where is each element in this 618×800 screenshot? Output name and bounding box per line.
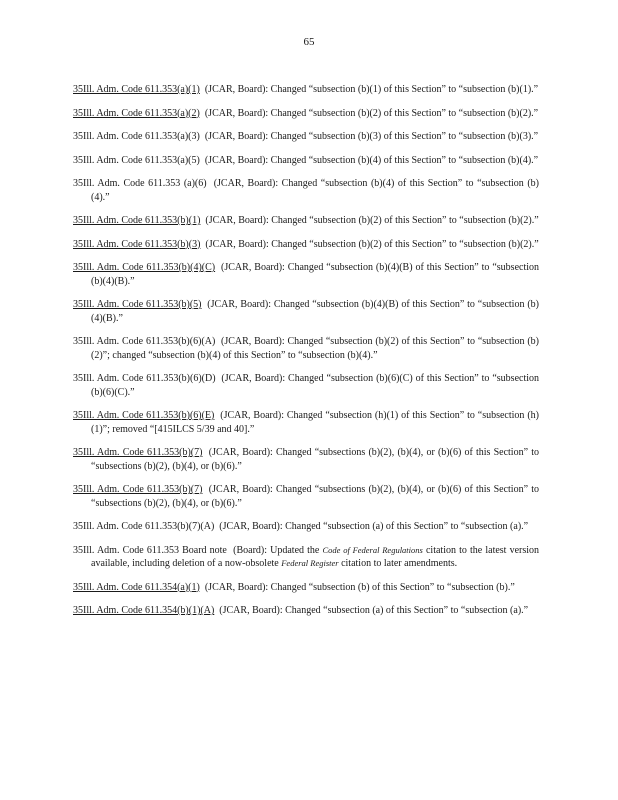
federal-register-title: Federal Register bbox=[281, 558, 339, 568]
change-description: (JCAR, Board): Changed “subsection (b)(3) of this Section” to “subsection (b)(3).” bbox=[204, 131, 539, 142]
list-item bbox=[73, 107, 539, 121]
change-description: (JCAR, Board): Changed “subsection (b)(2) of this Section” to “subsection (b)(2).” bbox=[205, 238, 539, 250]
code-citation: 35Ill. Adm. Code 611.353(a)(5) bbox=[73, 154, 200, 166]
change-description: (JCAR, Board): Changed “subsections (b)(2), (b)(4), or (b)(6) of this Section” to “subsections (b)(2), (b)(4), or (b)(6).” bbox=[91, 484, 539, 509]
change-description: (JCAR, Board): Changed “subsection (b)(1) of this Section” to “subsection (b)(1).” bbox=[204, 84, 539, 95]
cfr-title: Code of Federal Regulations bbox=[322, 544, 423, 555]
change-description: (JCAR, Board): Changed “subsection (b)(4)(B) of this Section” to “subsection (b)(4)(B).” bbox=[91, 262, 539, 287]
list-item bbox=[73, 298, 539, 325]
list-item bbox=[73, 446, 539, 473]
change-description: (JCAR, Board): Changed “subsection (b) of this Section” to “subsection (b).” bbox=[204, 581, 515, 593]
list-item bbox=[73, 177, 539, 204]
change-description: (Board): Updated the bbox=[233, 544, 320, 556]
change-description: citation to the latest version available, including deletion of a now-obsolete bbox=[91, 544, 540, 569]
list-item bbox=[73, 544, 539, 571]
change-description: (JCAR, Board): Changed “subsection (b)(2) of this Section” to “subsection (b)(2).” bbox=[205, 215, 539, 226]
code-citation: 35Ill. Adm. Code 611.353(a)(2) bbox=[73, 107, 200, 119]
code-citation: 35Ill. Adm. Code 611.353(b)(5) bbox=[73, 299, 202, 310]
code-citation: 35Ill. Adm. Code 611.353 Board note bbox=[73, 544, 227, 556]
code-citation: 35Ill. Adm. Code 611.353(b)(7)(A) bbox=[73, 521, 215, 532]
code-citation: 35Ill. Adm. Code 611.353(b)(7) bbox=[73, 484, 203, 495]
list-item bbox=[73, 238, 539, 252]
list-item bbox=[73, 520, 539, 534]
change-description: (JCAR, Board): Changed “subsection (b)(2) of this Section” to “subsection (b)(2).” bbox=[204, 107, 539, 119]
change-description: (JCAR, Board): Changed “subsection (a) of this Section” to “subsection (a).” bbox=[219, 605, 529, 616]
page-number: 65 bbox=[303, 36, 315, 48]
code-citation: 35Ill. Adm. Code 611.353 (a)(6) bbox=[73, 178, 207, 189]
code-citation: 35Ill. Adm. Code 611.353(b)(6)(A) bbox=[73, 336, 216, 347]
list-item bbox=[73, 483, 539, 510]
change-description: (JCAR, Board): Changed “subsection (b)(6)(C) of this Section” to “subsection (b)(6)(C).” bbox=[91, 373, 540, 398]
code-citation: 35Ill. Adm. Code 611.353(b)(7) bbox=[73, 447, 203, 458]
list-item bbox=[73, 130, 539, 144]
list-item bbox=[73, 214, 539, 228]
list-item bbox=[73, 604, 539, 618]
change-list bbox=[73, 73, 539, 625]
code-citation: 35Ill. Adm. Code 611.353(b)(6)(D) bbox=[73, 373, 216, 384]
change-description: (JCAR, Board): Changed “subsection (h)(1) of this Section” to “subsection (h)(1)”; removed “[415ILCS 5/39 and 40].” bbox=[91, 410, 539, 435]
list-item bbox=[73, 261, 539, 288]
change-description: (JCAR, Board): Changed “subsection (a) of this Section” to “subsection (a).” bbox=[219, 521, 529, 532]
code-citation: 35Ill. Adm. Code 611.353(b)(6)(E) bbox=[73, 410, 215, 421]
code-citation: 35Ill. Adm. Code 611.353(b)(4)(C) bbox=[73, 262, 216, 273]
list-item bbox=[73, 83, 539, 97]
change-description: (JCAR, Board): Changed “subsection (b)(4) of this Section” to “subsection (b)(4).” bbox=[204, 154, 539, 166]
code-citation: 35Ill. Adm. Code 611.353(a)(1) bbox=[73, 84, 200, 95]
list-item bbox=[73, 372, 539, 399]
code-citation: 35Ill. Adm. Code 611.354(b)(1)(A) bbox=[73, 605, 215, 616]
change-description: (JCAR, Board): Changed “subsection (b)(4) of this Section” to “subsection (b)(4).” bbox=[91, 178, 539, 203]
list-item bbox=[73, 409, 539, 436]
change-description: (JCAR, Board): Changed “subsection (b)(4)(B) of this Section” to “subsection (b)(4)(B).” bbox=[91, 299, 539, 324]
code-citation: 35Ill. Adm. Code 611.353(b)(1) bbox=[73, 215, 201, 226]
code-citation: 35Ill. Adm. Code 611.353(a)(3) bbox=[73, 131, 200, 142]
list-item bbox=[73, 154, 539, 168]
list-item bbox=[73, 581, 539, 595]
code-citation: 35Ill. Adm. Code 611.353(b)(3) bbox=[73, 238, 201, 250]
change-description: (JCAR, Board): Changed “subsection (b)(2) of this Section” to “subsection (b)(2)”; changed “subsection (b)(4) of this Section” to “subsection (b)(4).” bbox=[91, 336, 540, 361]
list-item bbox=[73, 335, 539, 362]
change-description: citation to later amendments. bbox=[341, 558, 458, 569]
change-description: (JCAR, Board): Changed “subsections (b)(2), (b)(4), or (b)(6) of this Section” to “subsections (b)(2), (b)(4), or (b)(6).” bbox=[91, 447, 539, 472]
code-citation: 35Ill. Adm. Code 611.354(a)(1) bbox=[73, 581, 200, 593]
